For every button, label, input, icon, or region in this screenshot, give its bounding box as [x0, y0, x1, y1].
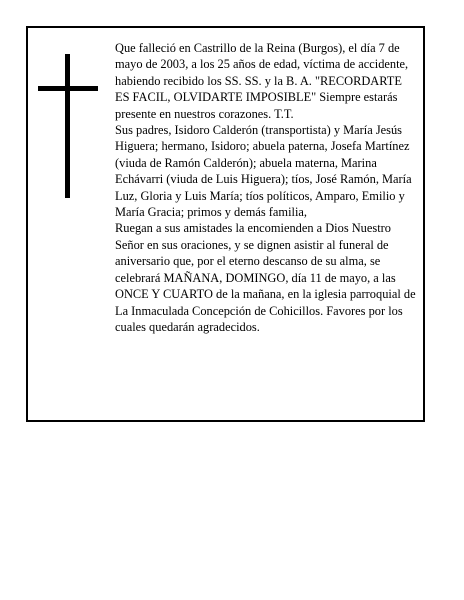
obituary-notice-frame [26, 26, 425, 422]
cross-horizontal-bar [38, 86, 98, 91]
obituary-text [115, 40, 419, 335]
notice-paragraph-funeral: Ruegan a sus amistades la encomienden a Dios Nuestro Señor en sus oraciones, y se dignen asistir al funeral de aniversario que, por el eterno descanso de su alma, se celebrará MAÑANA, DOMINGO, día 11 de mayo, a las ONCE Y CUARTO de la mañana, en la iglesia parroquial de La Inmaculada Concepción de Cohicillos. Favores por los cuales quedarán agradecidos. [115, 221, 416, 334]
cross-vertical-bar [65, 54, 70, 198]
notice-paragraph-death: Que falleció en Castrillo de la Reina (Burgos), el día 7 de mayo de 2003, a los 25 años de edad, víctima de accidente, habiendo recibido los SS. SS. y la B. A. "RECORDARTE ES FACIL, OLVIDARTE IMPOSIBLE" Siempre estarás presente en nuestros corazones. T.T. [115, 41, 409, 121]
notice-paragraph-family: Sus padres, Isidoro Calderón (transportista) y María Jesús Higuera; hermano, Isidoro; abuela paterna, Josefa Martínez (viuda de Ramón Calderón); abuela materna, Marina Echávarri (viuda de Luis Higuera); tíos, José Ramón, María Luz, Gloria y Luis María; tíos políticos, Amparo, Emilio y María Gracia; primos y demás familia, [115, 123, 412, 220]
latin-cross-icon [38, 54, 98, 198]
